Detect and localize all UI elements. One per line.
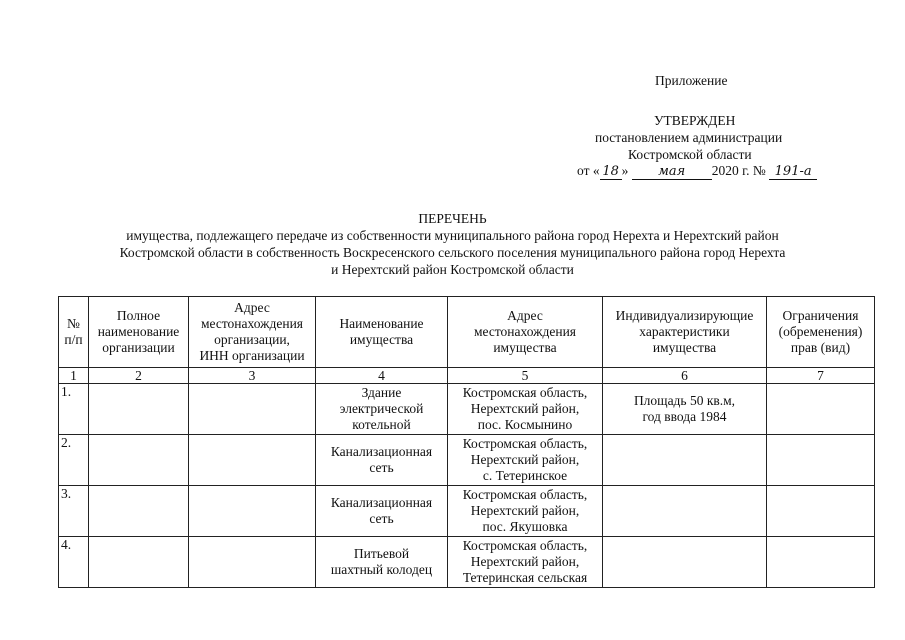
table-row [59,486,875,537]
column-number: 2 [89,368,189,384]
row-number: 3. [59,486,89,537]
document-heading: ПЕРЕЧЕНЬ [418,211,487,226]
column-numbers-row [59,368,875,384]
property-address-cell: Костромская область, Нерехтский район, пос. Якушовка [448,486,603,537]
column-number: 5 [448,368,603,384]
characteristics-cell [603,486,767,537]
row-number: 1. [59,384,89,435]
header-characteristics: Индивидуализирующие характеристики имущества [603,297,767,368]
date-prefix: от « [577,163,600,178]
column-number: 6 [603,368,767,384]
title-line-2: Костромской области в собственность Воскресенского сельского поселения муниципального района город Нерехта [119,245,786,260]
title-line-3: и Нерехтский район Костромской области [331,262,574,277]
date-year: 2020 г. № [711,163,766,178]
org-name-cell [89,486,189,537]
characteristics-cell [603,435,767,486]
header-property-address: Адрес местонахождения имущества [448,297,603,368]
property-name-cell: Здание электрической котельной [316,384,448,435]
column-number: 1 [59,368,89,384]
column-number: 3 [189,368,316,384]
org-address-cell [189,486,316,537]
restrictions-cell [767,486,875,537]
table-row [59,384,875,435]
date-day: 18 [600,165,622,180]
property-address-cell: Костромская область, Нерехтский район, с. Тетеринское [448,435,603,486]
table-row [59,537,875,588]
column-number: 4 [316,368,448,384]
property-address-cell: Костромская область, Нерехтский район, пос. Космынино [448,384,603,435]
restrictions-cell [767,435,875,486]
table-row [59,435,875,486]
header-org-address: Адрес местонахождения организации, ИНН организации [189,297,316,368]
approved-label: УТВЕРЖДЕН [654,113,736,128]
header-property-name: Наименование имущества [316,297,448,368]
restrictions-cell [767,384,875,435]
org-name-cell [89,384,189,435]
property-table [58,296,875,588]
table-header-row [59,297,875,368]
header-restrictions: Ограничения (обременения) прав (вид) [767,297,875,368]
approved-by-line2: Костромской области [628,147,752,162]
column-number: 7 [767,368,875,384]
header-number: № п/п [59,297,89,368]
org-address-cell [189,435,316,486]
document-number: 191-а [769,165,817,180]
property-name-cell: Канализационная сеть [316,435,448,486]
row-number: 4. [59,537,89,588]
title-line-1: имущества, подлежащего передаче из собственности муниципального района город Нерехта и Нерехтский район [126,228,779,243]
approval-date-line [577,163,817,180]
org-name-cell [89,537,189,588]
date-mid: » [621,163,629,178]
header-org-name: Полное наименование организации [89,297,189,368]
org-address-cell [189,384,316,435]
approved-by-line1: постановлением администрации [595,130,783,145]
restrictions-cell [767,537,875,588]
characteristics-cell: Площадь 50 кв.м, год ввода 1984 [603,384,767,435]
org-name-cell [89,435,189,486]
appendix-label: Приложение [655,73,728,88]
row-number: 2. [59,435,89,486]
characteristics-cell [603,537,767,588]
date-month: мая [632,165,712,180]
property-name-cell: Питьевой шахтный колодец [316,537,448,588]
org-address-cell [189,537,316,588]
property-address-cell: Костромская область, Нерехтский район, Тетеринская сельская [448,537,603,588]
property-name-cell: Канализационная сеть [316,486,448,537]
